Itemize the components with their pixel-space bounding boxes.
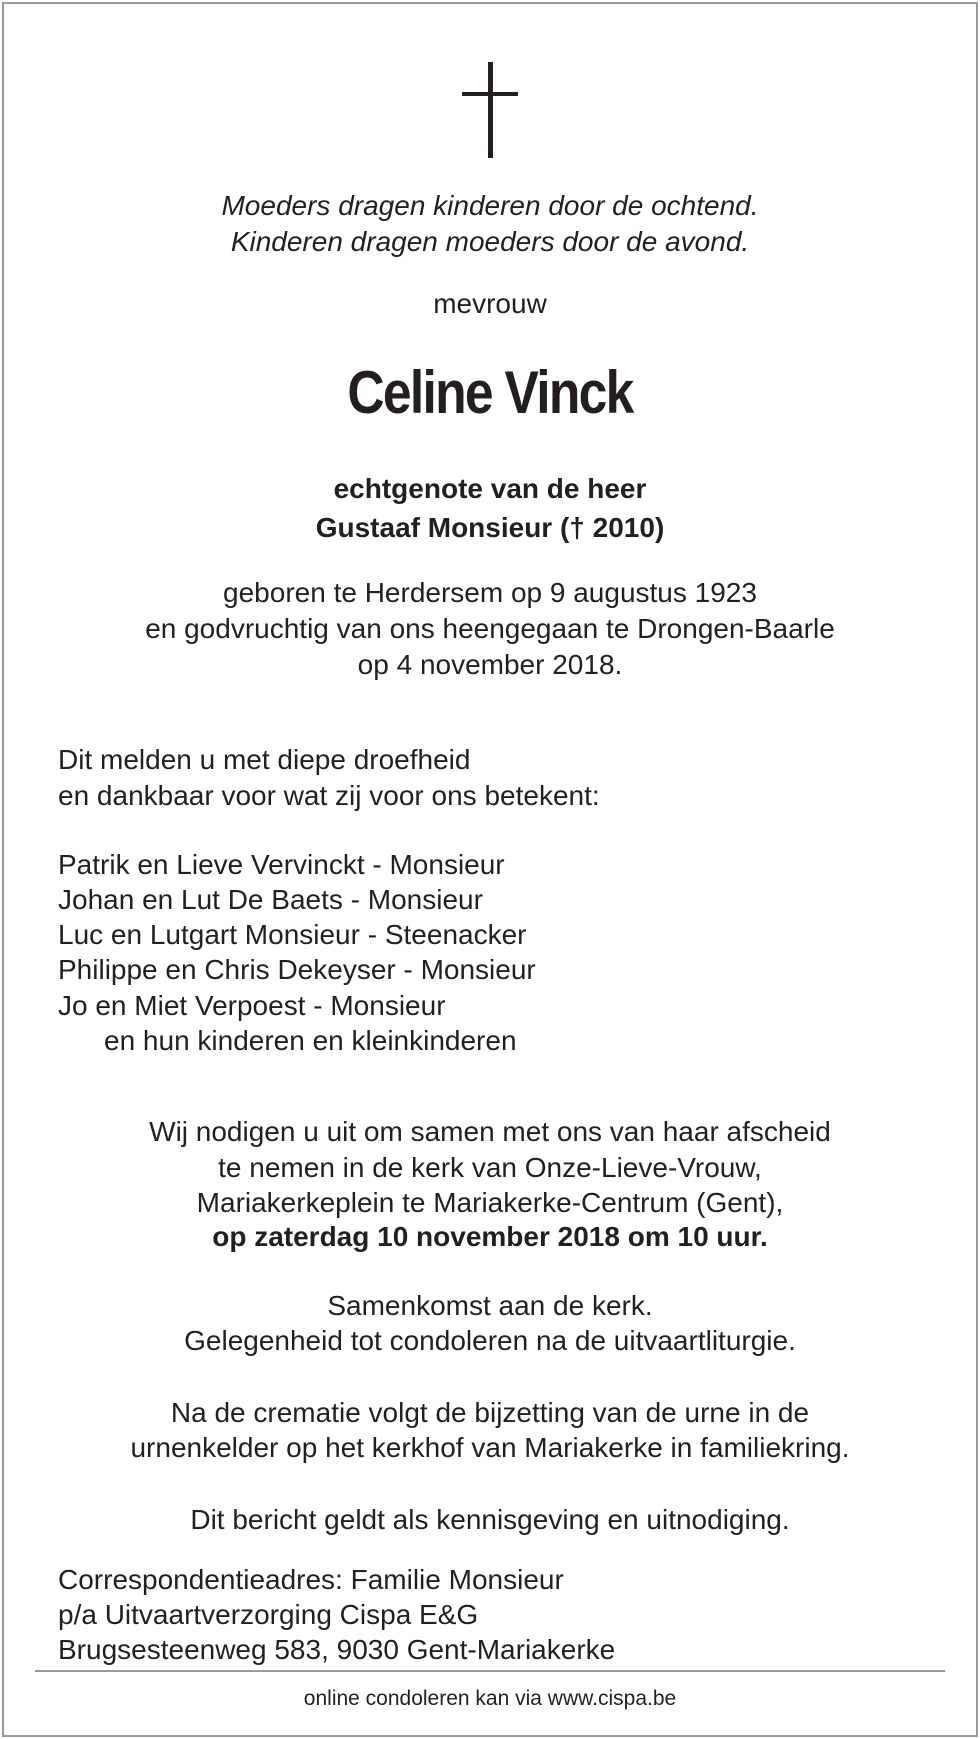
invitation-line-1: Wij nodigen u uit om samen met ons van haar afscheid — [149, 1116, 831, 1147]
cremation-line-2: urnenkelder op het kerkhof van Mariakerke in familiekring. — [130, 1432, 850, 1463]
family-member: Johan en Lut De Baets - Monsieur — [58, 884, 483, 915]
footer-condolence-link: online condoleren kan via www.cispa.be — [303, 1687, 677, 1710]
family-member: Luc en Lutgart Monsieur - Steenacker — [58, 919, 527, 950]
deceased-name: Celine Vinck — [347, 359, 633, 426]
birth-line: geboren te Herdersem op 9 augustus 1923 — [223, 577, 757, 608]
notice-statement: Dit bericht geldt als kennisgeving en uitnodiging. — [190, 1504, 790, 1535]
gathering-line-1: Samenkomst aan de kerk. — [327, 1290, 653, 1321]
family-member: Jo en Miet Verpoest - Monsieur — [58, 990, 446, 1021]
address-line-3: Brugsesteenweg 583, 9030 Gent-Mariakerke — [58, 1634, 616, 1665]
family-member: Patrik en Lieve Vervinckt - Monsieur — [58, 849, 505, 880]
address-line-1: Correspondentieadres: Familie Monsieur — [58, 1564, 564, 1595]
cremation-line-1: Na de crematie volgt de bijzetting van de urne in de — [170, 1397, 810, 1428]
family-member: Philippe en Chris Dekeyser - Monsieur — [58, 954, 536, 985]
spouse-line-1: echtgenote van de heer — [333, 473, 647, 504]
poem-line-1: Moeders dragen kinderen door de ochtend. — [221, 190, 759, 221]
announcement-line-1: Dit melden u met diepe droefheid — [58, 744, 471, 775]
announcement-line-2: en dankbaar voor wat zij voor ons betekent: — [58, 780, 600, 811]
gathering-line-2: Gelegenheid tot condoleren na de uitvaartliturgie. — [184, 1325, 796, 1356]
cross-icon — [460, 62, 520, 158]
address-line-2: p/a Uitvaartverzorging Cispa E&G — [58, 1599, 479, 1630]
service-date: op zaterdag 10 november 2018 om 10 uur. — [212, 1221, 768, 1252]
footer-divider — [35, 1670, 945, 1672]
grandchildren-line: en hun kinderen en kleinkinderen — [104, 1025, 517, 1056]
spouse-line-2: Gustaaf Monsieur († 2010) — [315, 512, 665, 543]
honorific: mevrouw — [433, 288, 547, 319]
invitation-line-3: Mariakerkeplein te Mariakerke-Centrum (Gent), — [196, 1187, 784, 1218]
invitation-line-2: te nemen in de kerk van Onze-Lieve-Vrouw, — [218, 1152, 762, 1183]
death-place-line: en godvruchtig van ons heengegaan te Drongen-Baarle — [145, 613, 835, 644]
poem-line-2: Kinderen dragen moeders door de avond. — [230, 226, 750, 257]
death-date-line: op 4 november 2018. — [357, 649, 623, 680]
